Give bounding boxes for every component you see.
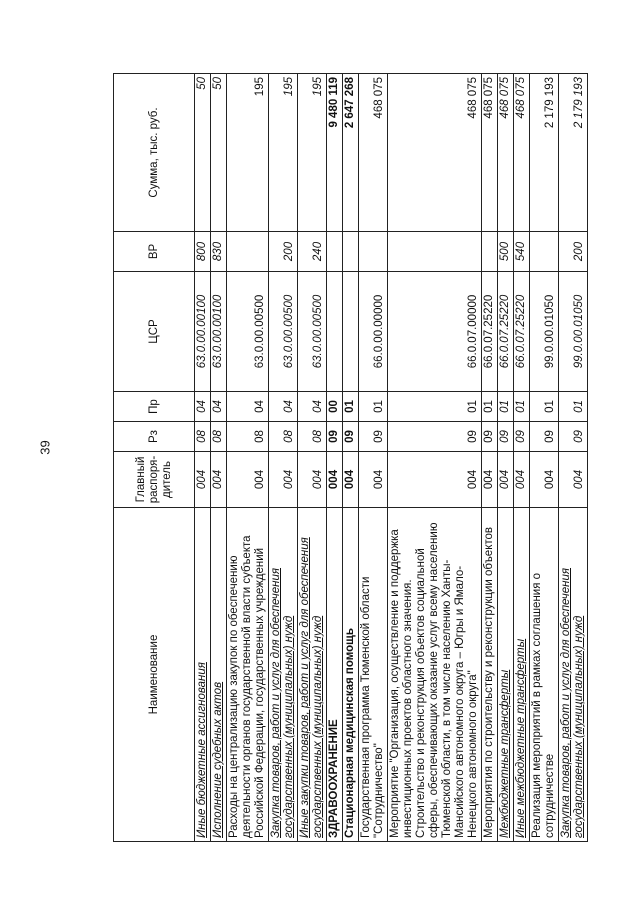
cell-pr: 01 [343,392,359,422]
cell-rz: 08 [195,422,211,452]
cell-vr: 830 [211,232,227,272]
table-row [359,74,388,842]
cell-rz: 09 [498,422,514,452]
cell-csr: 66.0.07.25220 [514,272,530,392]
cell-rz: 09 [388,422,482,452]
cell-name: ЗДРАВООХРАНЕНИЕ [327,508,343,842]
cell-rz: 09 [559,422,588,452]
budget-table [113,73,588,842]
cell-csr: 66.0.07.25220 [498,272,514,392]
cell-pr: 04 [195,392,211,422]
header-admin: Главный распоря-дитель [114,452,195,508]
table-row [482,74,498,842]
cell-pr: 01 [359,392,388,422]
cell-pr: 01 [530,392,559,422]
page-number: 39 [37,440,53,455]
header-sum: Сумма, тыс. руб. [114,74,195,232]
cell-vr [530,232,559,272]
cell-name: Государственная программа Тюменской области "Сотрудничество" [359,508,388,842]
cell-rz: 08 [269,422,298,452]
cell-sum: 468 075 [359,74,388,232]
cell-csr: 66.0.00.00000 [359,272,388,392]
header-vr: ВР [114,232,195,272]
cell-admin: 004 [269,452,298,508]
cell-csr: 63.0.00.00100 [195,272,211,392]
cell-admin: 004 [195,452,211,508]
cell-vr: 200 [559,232,588,272]
cell-admin: 004 [498,452,514,508]
cell-name: Иные бюджетные ассигнования [195,508,211,842]
cell-admin: 004 [211,452,227,508]
cell-admin: 004 [327,452,343,508]
cell-csr: 63.0.00.00500 [227,272,269,392]
cell-vr: 500 [498,232,514,272]
cell-vr: 200 [269,232,298,272]
cell-name: Межбюджетные трансферты [498,508,514,842]
table-row [343,74,359,842]
table-row [298,74,327,842]
cell-pr: 01 [482,392,498,422]
cell-vr [227,232,269,272]
cell-admin: 004 [514,452,530,508]
header-name: Наименование [114,508,195,842]
table-row [530,74,559,842]
header-rz: Рз [114,422,195,452]
cell-pr: 01 [388,392,482,422]
cell-name: Стационарная медицинская помощь [343,508,359,842]
cell-sum: 50 [195,74,211,232]
cell-vr: 800 [195,232,211,272]
table-row [327,74,343,842]
cell-sum: 9 480 119 [327,74,343,232]
cell-sum: 468 075 [388,74,482,232]
cell-csr: 99.0.00.01050 [559,272,588,392]
cell-csr: 99.0.00.01050 [530,272,559,392]
cell-pr: 01 [559,392,588,422]
table-row [498,74,514,842]
cell-admin: 004 [530,452,559,508]
cell-sum: 195 [269,74,298,232]
cell-rz: 09 [359,422,388,452]
table-row [514,74,530,842]
cell-name: Иные закупки товаров, работ и услуг для обеспечения государственных (муниципальных) нужд [298,508,327,842]
header-pr: Пр [114,392,195,422]
cell-pr: 04 [211,392,227,422]
cell-sum: 2 179 193 [530,74,559,232]
cell-name: Реализация мероприятий в рамках соглашения о сотрудничестве [530,508,559,842]
cell-name: Мероприятие "Организация, осуществление и поддержка инвестиционных проектов областного значения. Строительство и реконструкция объектов социальной сферы, обеспечивающих оказание услуг всему населению Тюменской области, в том числе населению Ханты-Мансийского автономного округа – Югры и Ямало-Ненецкого автономного округа" [388,508,482,842]
cell-vr: 240 [298,232,327,272]
cell-name: Закупка товаров, работ и услуг для обеспечения государственных (муниципальных) нужд [559,508,588,842]
cell-csr [343,272,359,392]
cell-pr: 00 [327,392,343,422]
cell-name: Мероприятия по строительству и реконструкции объектов [482,508,498,842]
cell-csr: 63.0.00.00100 [211,272,227,392]
cell-admin: 004 [298,452,327,508]
cell-rz: 08 [298,422,327,452]
cell-sum: 2 647 268 [343,74,359,232]
cell-csr: 66.0.07.00000 [388,272,482,392]
cell-sum: 468 075 [482,74,498,232]
header-row [114,74,195,842]
cell-csr: 66.0.07.25220 [482,272,498,392]
cell-vr: 540 [514,232,530,272]
cell-rz: 09 [530,422,559,452]
cell-pr: 04 [227,392,269,422]
cell-name: Расходы на централизацию закупок по обеспечению деятельности органов государственной власти субъекта Российской Федерации, государственных учреждений [227,508,269,842]
cell-csr: 63.0.00.00500 [269,272,298,392]
cell-pr: 04 [269,392,298,422]
table-row [269,74,298,842]
cell-pr: 04 [298,392,327,422]
cell-name: Закупка товаров, работ и услуг для обеспечения государственных (муниципальных) нужд [269,508,298,842]
cell-admin: 004 [559,452,588,508]
cell-name: Иные межбюджетные трансферты [514,508,530,842]
cell-sum: 195 [227,74,269,232]
cell-sum: 468 075 [514,74,530,232]
cell-vr [388,232,482,272]
cell-rz: 08 [211,422,227,452]
cell-vr [327,232,343,272]
cell-csr: 63.0.00.00500 [298,272,327,392]
rotated-table-container [113,74,585,842]
header-csr: ЦСР [114,272,195,392]
cell-admin: 004 [482,452,498,508]
cell-vr [343,232,359,272]
cell-admin: 004 [388,452,482,508]
cell-vr [482,232,498,272]
cell-sum: 468 075 [498,74,514,232]
cell-vr [359,232,388,272]
cell-rz: 08 [227,422,269,452]
table-row [211,74,227,842]
cell-admin: 004 [359,452,388,508]
cell-pr: 01 [514,392,530,422]
cell-rz: 09 [514,422,530,452]
cell-pr: 01 [498,392,514,422]
cell-admin: 004 [227,452,269,508]
table-row [227,74,269,842]
cell-name: Исполнение судебных актов [211,508,227,842]
cell-rz: 09 [327,422,343,452]
cell-csr [327,272,343,392]
table-row [195,74,211,842]
cell-admin: 004 [343,452,359,508]
cell-sum: 50 [211,74,227,232]
cell-sum: 2 179 193 [559,74,588,232]
cell-sum: 195 [298,74,327,232]
cell-rz: 09 [482,422,498,452]
table-row [388,74,482,842]
table-row [559,74,588,842]
cell-rz: 09 [343,422,359,452]
